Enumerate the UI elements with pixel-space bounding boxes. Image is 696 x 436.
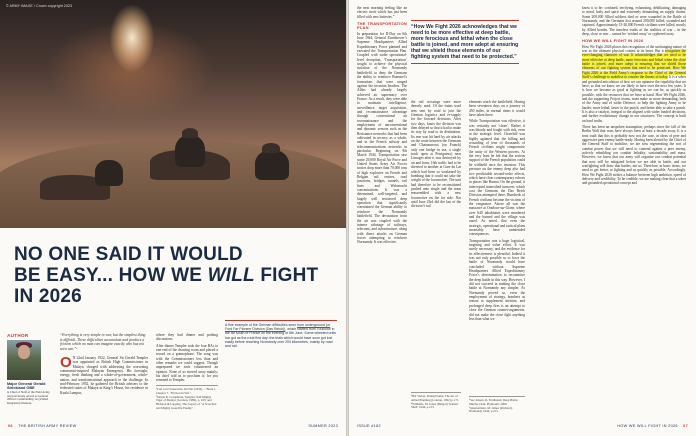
headline-line-1: NO ONE SAID IT WOULD: [14, 244, 243, 265]
subheading-how-we-will-fight: HOW WE WILL FIGHT IN 2026: [582, 38, 644, 44]
paragraph: know it to be: confused, terrifying, exhausting, debilitating, damaging to mind, body and spirit and extremely demanding on supply chains. Some 209,000 Allied soldiers died or were wounded in the Battle of Normandy, and the Germans lost around 200,000 killed, wounded and captured. Approximately 15-20,000 French civilians were killed, mostly by Allied bombs. The timeless truths of the realities of war – in the deep, close or rear – cannot be ‘wished away’ or cyphered away.: [582, 6, 686, 37]
publication-title: THE BRITISH ARMY REVIEW: [18, 424, 77, 428]
author-name: Major General Gerald Strickland OBE: [7, 382, 46, 391]
paragraph: There has been an unspoken assumption, perhaps since the fall of the Berlin Wall that wars have always been at least a decade away. It is a trust truth that this is probably now not the case, as ideas of peer and aggressive peer enemy battle-ready. Having been alerted by the Chief of the General Staff to mobilise, we are now regenerating the sort of combat power that we will need to contend against a peer enemy, actively rebuilding our combat lethality, sustainability and mass. However, we know that our army will organise our combat potential that now will be mitigated before we are able in battle, and our warfighting will draw that battles, not us. Therefore, in basic terms, we need to get better, at fighting and as quickly as possible. Accordingly, How We Fight 2026 strikes a balance between high ambition, speed of delivery and credibility. To be credible, we are making clear that a sober and grounded operational concept and: [582, 124, 686, 186]
photo-soldier: [95, 160, 123, 186]
paragraph: where they had dinner and probing discussions.: [156, 333, 218, 342]
article-running-title: HOW WE WILL FIGHT IN 2026: [617, 424, 678, 428]
photo-helmet: [262, 143, 280, 153]
paragraph: While Transportation was effective, it was certainly not ‘clean’. Rather it was bloody and fought with risk, even at the strategic level. Churchill was highly agitated that the killing and wounding of tens of thousands of French civilians might compromise the unity of the Western powers. At the very least he felt that the serious support of the French population could be withheld once the invasion. This pressure on the enemy deep also had two predictable second-order effects, which have clear contemporary echoes in places like Burma. On the ground, it intercepted intensified turnover, which cost the Germans the Das Reich Division attempted there, Hundreds of French civilians became the victims of the vengeance. Above all was the massacre at Oradour-sur-Glane, where over 640 inhabitants were murdered and the burned and the village was razed. As noted, that even the strategic, operational and tactical plans invariably have unintended consequences.: [469, 119, 525, 237]
photo-soldier: [175, 135, 205, 167]
left-middle-column: [156, 333, 218, 385]
paragraph: In preparation for D-Day on 6th June 1944, General Eisenhower’s Supreme Headquarters Allied Expeditionary Force planned and executed the Transportation Plan. Coupled with wider operational-level deception, ‘Transportation’ sought to achieve the physical isolation of the Normandy battlefield, to deny the Germans the ability to reinforce Rommel’s formations that were ranged against the invasion beaches. The Allies had already largely achieved air supremacy over France. As a result, they were able to maintain intelligence, surveillance, target acquisition, and reconnaissance advantage through conventional air reconnaissance and the employment of unconventional and dynamic sensors such as the Resistance networks that had been cultivated in secrecy as a whole, and in the French railway and telecommunications networks in particular. Beginning on 9th March 1944, Transportation saw some 29,000 Royal Air Force and United States Army Air Forces sorties drop more than 70,000 tons of high explosive on French and Belgian rail centres, road junctions, bridges, tunnels, rail lines and Wehrmacht concentrations. It was a determined, well-targeted, and hugely well resourced deep operation that significantly constrained the German ability to reinforce the Normandy battlefield. The devastation from the air was coupled with the intense sabotage of railways, telecoms, and infrastructure, along with direct attacks on German forces attempting to reinforce Normandy. It was effective.: [357, 31, 407, 245]
right-col2-footnotes: [411, 392, 461, 410]
photo-helmet: [182, 128, 198, 138]
right-column-4: [582, 6, 686, 188]
right-column-1: [357, 6, 407, 247]
footnote: ³Hal Varian, Pennsylvania: The Art of Allied Planning (London, 1992) p.171.: [411, 394, 460, 402]
pull-quote: “How We Fight 2026 acknowledges that we need to be more effective at deep battle, more ferocious and lethal when the close battle is joined, and more adept at ensuring that we shield those elements of our fighting system that need to be protected.”: [411, 20, 519, 64]
right-page: [349, 0, 696, 436]
left-footer-issue: SUMMER 2023: [308, 424, 338, 428]
author-photo: [7, 340, 41, 380]
left-footer: [8, 424, 77, 428]
drop-cap: O: [60, 354, 72, 371]
footnote: ²Simon R. Colquhoun, Templer: Kill Mighty Tiger of Malaya (London, 1989), p. 243; and Hickson & Lapping, The Legacy of ‘A Scorched and Mighty Guerrilla Enemy’.: [156, 394, 217, 410]
paragraph: Transportation was a huge logistical, targeting and value effort. It was surely necessary, and the evidence for its effectiveness is plentiful. Indeed it was not only possible so to force the battle of Normandy would have concluded without Supreme Headquarters Allied Expeditionary Force’s determination to reconnoitre the deep battle in this way. However, I did not succeed in making the close battle at Normandy any simpler. As Normandy proved so, even the employment of strategy, bombers as reason to supplement attrition, and prolonged deep fires is an attempt to close the German counter-arguments, did not make the close fight anything less than what we: [469, 238, 525, 321]
highlighted-paragraph: How We Fight 2026 places this recognition of the unchanging nature of war as the ultimate physical contest at its heart. But it recognises the ever-changing character of war. It acknowledges that we need to be more effective at deep battle, more ferocious and lethal when the close battle is joined, and more adept at ensuring that we shield those elements of our fighting system that need to be protected. How We Fight 2026 is the Field Army’s response to the Chief of the General Staff’s challenge to mobilise to counter the threats of today. It is a sober and grounded articulation of how we can optimise the capability that we have, so that we know we are likely to have over the next few years. It is how we become as good at fighting as we can be, as quickly as possible, with the resources that we have at hand. How We Fight 2026, and the supporting Project teams, must make us more demanding, both of the Army and of wider Defence, to help the fighting Army to be harder, more lethal, faster to the punch, and better able to take a punch. It is also a catalyst, integral to the aligned with wider funded decisions, and further evolutionary change in our structures. The concept is built on hard truths.: [582, 44, 686, 123]
right-column-3: [469, 100, 525, 323]
footnote: ⁵See Jensen, R. Ferdinand. Deep Battle: Murder 1944, Plymouth: 2000.: [469, 398, 519, 406]
face-icon: [18, 345, 30, 359]
headline-italic-word: WILL: [207, 265, 255, 286]
photo-credit: © ARMY IMAGE / Crown copyright 2023: [6, 4, 73, 8]
paragraph: the rail crossings were more densely used. Of the trains used tens sent by road to join the German logistics and re-supply for the forward divisions. After two days, hours the division was then delayed so that it had to make its way by road to its destination. Its rear was hit hard by air attacks on the route between the Germans and Chateaurroux (on Franck) only one bridge in use, a single track open at Perrigueux) near Limoges after it was destroyed by air and from; 16th traffic had to be diverted to another at Gare du Lai which had been so weakened by bombing that it could not take the weight of the locomotive. The unit had therefore to be reconstituted pushed onto single and the team reassembled with a new locomotive on the far side. Not until June 23rd did the last of the division’s rail: [411, 100, 461, 209]
author-bio: is Chief of Staff of the Field Army, and previously served as General Officer Commanding 1st (United Kingdom) Division.: [7, 389, 51, 406]
subheading-transportation-plan: THE TRANSPORTATION PLAN: [357, 21, 407, 31]
page-number: 06: [8, 424, 13, 428]
author-box: [7, 333, 53, 413]
lede-quote: “Everything is very simple in war, but the simplest thing is difficult. These difficulties accumulate and produce a friction which no man can imagine exactly who has not seen war.”¹: [60, 333, 146, 351]
author-tag: AUTHOR: [7, 333, 29, 338]
page-number: 07: [683, 424, 688, 428]
paragraph: the next morning feeling like an electric torch which has just been filled with new batteries.”: [357, 6, 407, 19]
right-col3-footnotes: [469, 396, 525, 414]
right-footer-issue: ISSUE #182: [357, 424, 381, 428]
footnote: ⁶Quartermain, M. James (Richard), Normandy 1944, p.213.: [469, 405, 513, 414]
right-column-2: [411, 100, 461, 211]
article-headline: [14, 244, 336, 307]
footnote: ⁴Williams, M. Jones (Bengal) ‘Kinetic Shell’ 1944, p.213.: [411, 401, 459, 410]
paragraph: After dinner Templer took the four BAs to one end of the drawing room and placed a record on a gramophone. The song was with the Commissioners less than and other remarks we could suggest. Though unprepared we each volunteered an opinion. None of us moved away mainly; his chief told us to proclaim it; for you returned to Templer.: [156, 343, 218, 383]
opening-paragraph: O N 22nd January 1922, General Sir Gerald Templer was appointed as British High Commissioner in Malaya, charged with addressing the worsening communist-inspired Malayan Emergency. His foresight, energy, fresh thinking and a whole-of-government, whole-nation, and transformational approach to the challenge. In mid-February 1952, he gathered the British advisers to the federated states of Malaya in King’s House, his residence in Kuala Lumpur,: [60, 354, 148, 395]
highlighted-text: recognises the ever-changing character of war. It acknowledges that we need to be more effective at deep battle, more ferocious and lethal when the close battle is joined, and more adept at ensuring that we shield those elements of our fighting system that need to be protected. How We Fight 2026 is the Field Army’s response to the Chief of the General Staff’s challenge to mobilise to counter the threats of today.: [582, 49, 686, 80]
footnote: ¹Carl von Clausewitz, On War (1832) – ‘Book I, Chapter 7, ‘Friction in War’.: [156, 387, 216, 395]
paragraph: elements reach the battlefield. Having been seventeen days on a journey of 450 miles, in normal times it would have taken three.: [469, 100, 525, 118]
headline-line-2: BE EASY... HOW WE WILL FIGHT IN 2026: [14, 265, 319, 307]
left-footnotes: [156, 385, 218, 411]
right-footer: [617, 424, 688, 428]
photo-soldier: [255, 150, 289, 180]
photo-caption: A fine example of the German difficulties seen from underground (or Ford Far Pioneer Division (Das Reich)), which started from Toulouse in the far south of France on the evening of 6th June. Some wheeled units bar got as the rural first day: the trials which would have soon got lost easily before reaching Normandy over 200 kilometres, mainly by road and rail.: [225, 320, 337, 348]
hero-photo: [0, 0, 346, 228]
left-page: [0, 0, 346, 436]
